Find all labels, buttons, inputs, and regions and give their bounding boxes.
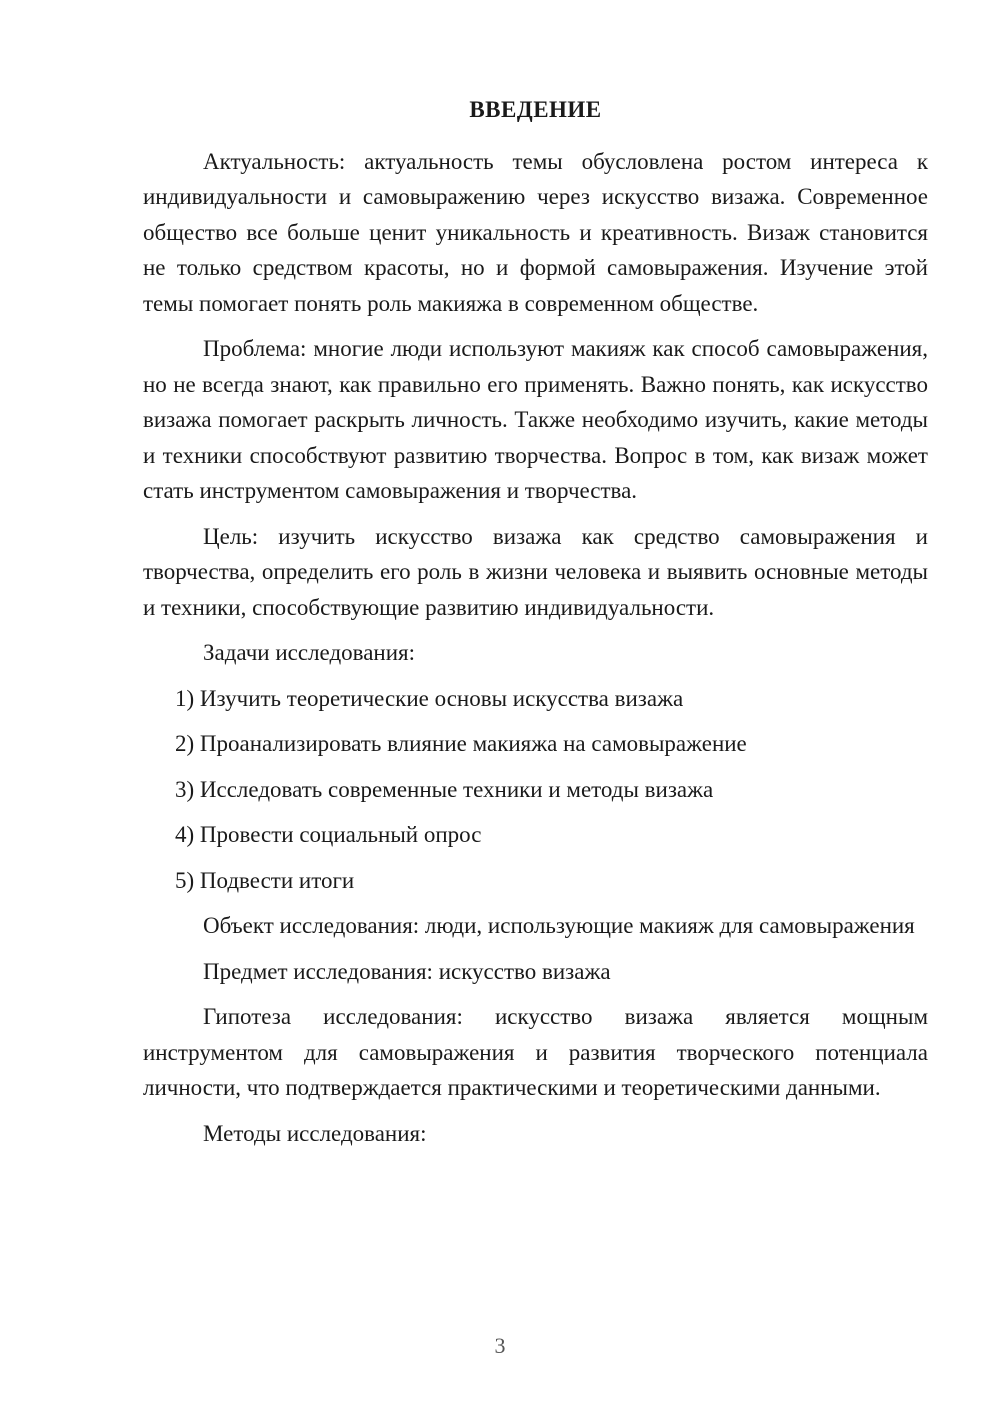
document-body	[143, 92, 928, 1161]
page-number: 3	[494, 1333, 506, 1358]
goal-paragraph: Цель: изучить искусство визажа как средство самовыражения и творчества, определить его роль в жизни человека и выявить основные методы и техники, способствующие развитию индивидуальности.	[143, 523, 928, 620]
problem-paragraph: Проблема: многие люди используют макияж как способ самовыражения, но не всегда знают, как правильно его применять. Важно понять, как искусство визажа помогает раскрыть личность. Также необходимо изучить, какие методы и техники способствуют развитию творчества. Вопрос в том, как визаж может стать инструментом самовыражения и творчества.	[143, 336, 928, 503]
methods-title: Методы исследования:	[203, 1120, 427, 1146]
hypothesis-paragraph: Гипотеза исследования: искусство визажа является мощным инструментом для самовыражения и развития творческого потенциала личности, что подтверждается практическими и теоретическими данными.	[143, 1004, 928, 1100]
tasks-list	[143, 681, 928, 899]
list-item: 3) Исследовать современные техники и методы визажа	[175, 776, 714, 802]
list-item: 1) Изучить теоретические основы искусства визажа	[175, 685, 684, 711]
tasks-title: Задачи исследования:	[203, 640, 416, 665]
object-paragraph: Объект исследования: люди, использующие макияж для самовыражения	[203, 913, 915, 938]
list-item: 4) Провести социальный опрос	[175, 822, 482, 847]
list-item: 2) Проанализировать влияние макияжа на самовыражение	[175, 731, 747, 756]
subject-paragraph: Предмет исследования: искусство визажа	[203, 958, 611, 984]
section-heading: ВВЕДЕНИЕ	[469, 97, 602, 122]
relevance-paragraph: Актуальность: актуальность темы обусловлена ростом интереса к индивидуальности и самовыражению через искусство визажа. Современное общество все больше ценит уникальность и креативность. Визаж становится не только средством красоты, но и формой самовыражения. Изучение этой темы помогает понять роль макияжа в современном обществе.	[143, 148, 928, 316]
list-item: 5) Подвести итоги	[175, 867, 355, 893]
